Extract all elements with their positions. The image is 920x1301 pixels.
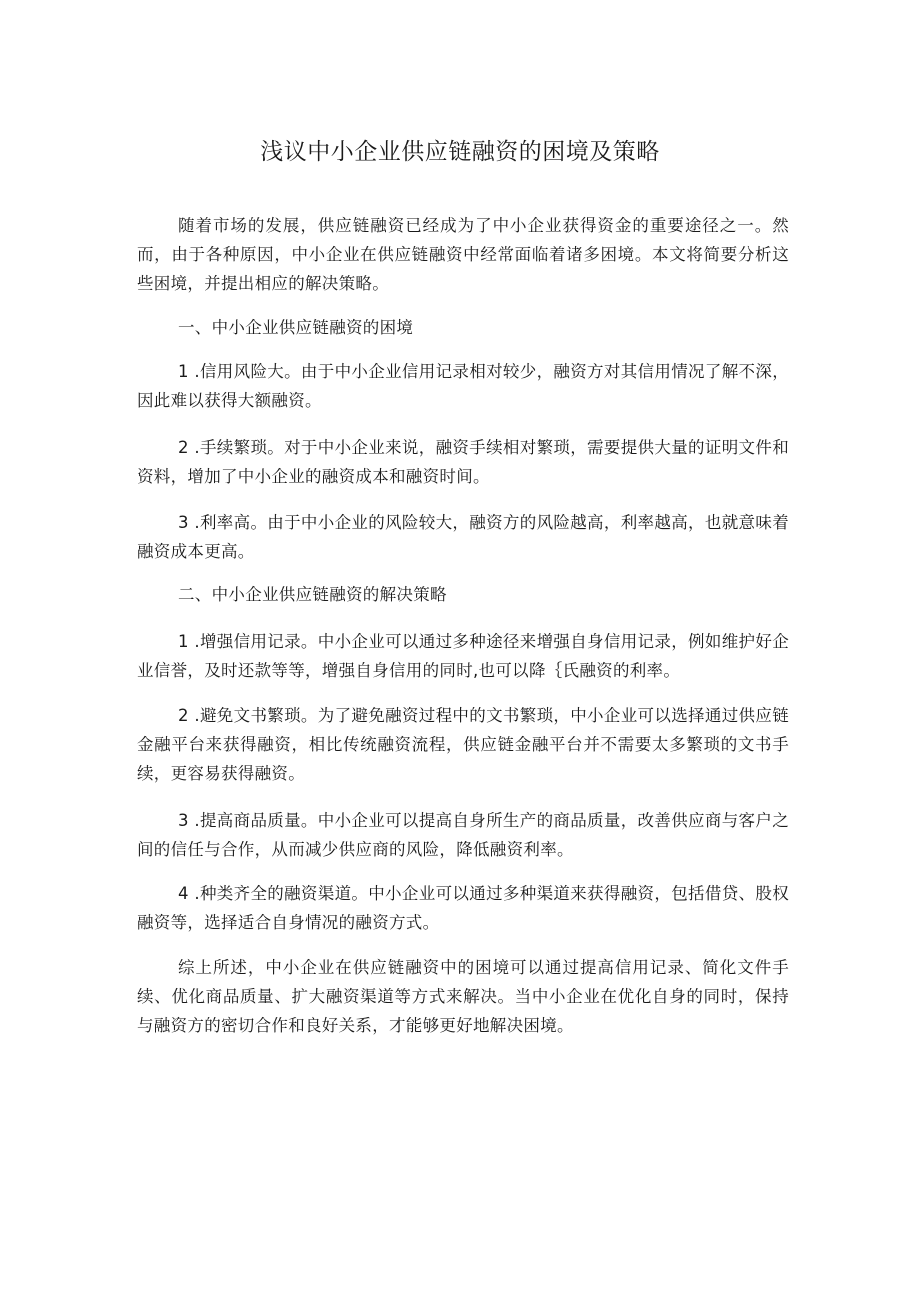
section1-heading: 一、中小企业供应链融资的困境 xyxy=(178,318,414,337)
section1-item-1: 1 .信用风险大。由于中小企业信用记录相对较少，融资方对其信用情况了解不深，因此难以获得大额融资。 xyxy=(137,362,789,410)
conclusion-paragraph: 综上所述，中小企业在供应链融资中的困境可以通过提高信用记录、简化文件手续、优化商品质量、扩大融资渠道等方式来解决。当中小企业在优化自身的同时，保持与融资方的密切合作和良好关系，才能够更好地解决困境。 xyxy=(137,958,789,1035)
section1-item-3: 3 .利率高。由于中小企业的风险较大，融资方的风险越高，利率越高，也就意味着融资成本更高。 xyxy=(137,513,789,561)
section2-item-3: 3 .提高商品质量。中小企业可以提高自身所生产的商品质量，改善供应商与客户之间的信任与合作，从而减少供应商的风险，降低融资利率。 xyxy=(137,811,789,859)
section2-heading: 二、中小企业供应链融资的解决策略 xyxy=(178,585,447,604)
section2-item-1: 1 .增强信用记录。中小企业可以通过多种途径来增强自身信用记录，例如维护好企业信誉，及时还款等等，增强自身信用的同时,也可以降｛氏融资的利率。 xyxy=(137,632,789,680)
section2-item-4: 4 .种类齐全的融资渠道。中小企业可以通过多种渠道来获得融资，包括借贷、股权融资等，选择适合自身情况的融资方式。 xyxy=(137,884,789,932)
section1-item-2: 2 .手续繁琐。对于中小企业来说，融资手续相对繁琐，需要提供大量的证明文件和资料，增加了中小企业的融资成本和融资时间。 xyxy=(137,438,789,486)
intro-paragraph: 随着市场的发展，供应链融资已经成为了中小企业获得资金的重要途径之一。然而，由于各种原因，中小企业在供应链融资中经常面临着诸多困境。本文将简要分析这些困境，并提出相应的解决策略。 xyxy=(137,216,789,293)
document-title: 浅议中小企业供应链融资的困境及策略 xyxy=(260,139,660,165)
section2-item-2: 2 .避免文书繁琐。为了避免融资过程中的文书繁琐，中小企业可以选择通过供应链金融平台来获得融资，相比传统融资流程，供应链金融平台并不需要太多繁琐的文书手续，更容易获得融资。 xyxy=(137,706,789,783)
